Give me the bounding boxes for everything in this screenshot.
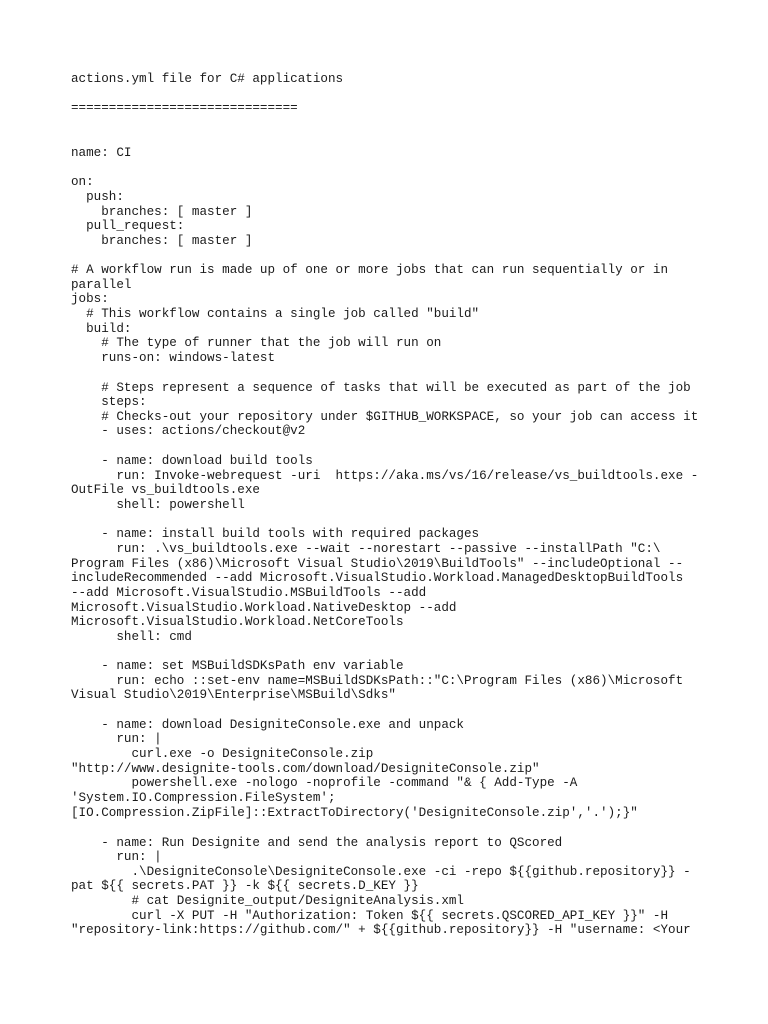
code-line: jobs: — [71, 292, 109, 306]
code-line: shell: powershell — [71, 498, 245, 512]
code-line: run: echo ::set-env name=MSBuildSDKsPath::"C:\Program Files (x86)\Microsoft — [71, 674, 684, 688]
code-comment: parallel — [71, 278, 132, 292]
code-line: run: | — [71, 850, 162, 864]
code-line: steps: — [71, 395, 147, 409]
code-line: - name: install build tools with required packages — [71, 527, 480, 541]
code-line: pat ${{ secrets.PAT }} -k ${{ secrets.D_KEY }} — [71, 879, 419, 893]
code-line: push: — [71, 190, 124, 204]
code-line: curl -X PUT -H "Authorization: Token ${{ secrets.QSCORED_API_KEY }}" -H — [71, 909, 669, 923]
code-line: shell: cmd — [71, 630, 192, 644]
code-line: "repository-link:https://github.com/" + ${{github.repository}} -H "username: <Your — [71, 923, 691, 937]
code-line: [IO.Compression.ZipFile]::ExtractToDirectory('DesigniteConsole.zip','.');}" — [71, 806, 638, 820]
code-line: run: .\vs_buildtools.exe --wait --norestart --passive --installPath "C:\ — [71, 542, 661, 556]
code-line: Microsoft.VisualStudio.Workload.NetCoreTools — [71, 615, 404, 629]
code-line: 'System.IO.Compression.FileSystem'; — [71, 791, 336, 805]
code-comment: # Steps represent a sequence of tasks that will be executed as part of the job — [71, 381, 691, 395]
code-line: branches: [ master ] — [71, 205, 253, 219]
code-line: "http://www.designite-tools.com/download/DesigniteConsole.zip" — [71, 762, 540, 776]
code-line: Microsoft.VisualStudio.Workload.NativeDesktop --add — [71, 601, 457, 615]
title-underline: ============================== — [71, 101, 298, 115]
document-title: actions.yml file for C# applications — [71, 72, 344, 86]
code-line: - name: set MSBuildSDKsPath env variable — [71, 659, 404, 673]
code-comment: # The type of runner that the job will run on — [71, 336, 442, 350]
code-line: name: CI — [71, 146, 132, 160]
code-line: - uses: actions/checkout@v2 — [71, 424, 306, 438]
code-line: on: — [71, 175, 94, 189]
code-line: run: | — [71, 732, 162, 746]
code-line: build: — [71, 322, 132, 336]
code-comment: # This workflow contains a single job called "build" — [71, 307, 480, 321]
code-line: Program Files (x86)\Microsoft Visual Studio\2019\BuildTools" --includeOptional -- — [71, 557, 684, 571]
code-line: run: Invoke-webrequest -uri https://aka.ms/vs/16/release/vs_buildtools.exe - — [71, 469, 699, 483]
code-line: curl.exe -o DesigniteConsole.zip — [71, 747, 374, 761]
code-line: Visual Studio\2019\Enterprise\MSBuild\Sdks" — [71, 688, 396, 702]
code-line: .\DesigniteConsole\DesigniteConsole.exe -ci -repo ${{github.repository}} - — [71, 865, 691, 879]
code-comment: # A workflow run is made up of one or more jobs that can run sequentially or in — [71, 263, 669, 277]
code-line: powershell.exe -nologo -noprofile -command "& { Add-Type -A — [71, 776, 578, 790]
code-line: - name: Run Designite and send the analysis report to QScored — [71, 836, 563, 850]
code-line: branches: [ master ] — [71, 234, 253, 248]
code-comment: # Checks-out your repository under $GITHUB_WORKSPACE, so your job can access it — [71, 410, 699, 424]
code-line: - name: download build tools — [71, 454, 313, 468]
code-line: includeRecommended --add Microsoft.VisualStudio.Workload.ManagedDesktopBuildTools — [71, 571, 684, 585]
code-line: --add Microsoft.VisualStudio.MSBuildTools --add — [71, 586, 427, 600]
code-comment: # cat Designite_output/DesigniteAnalysis.xml — [71, 894, 464, 908]
code-line: OutFile vs_buildtools.exe — [71, 483, 260, 497]
code-line: - name: download DesigniteConsole.exe and unpack — [71, 718, 464, 732]
code-line: pull_request: — [71, 219, 185, 233]
code-line: runs-on: windows-latest — [71, 351, 276, 365]
